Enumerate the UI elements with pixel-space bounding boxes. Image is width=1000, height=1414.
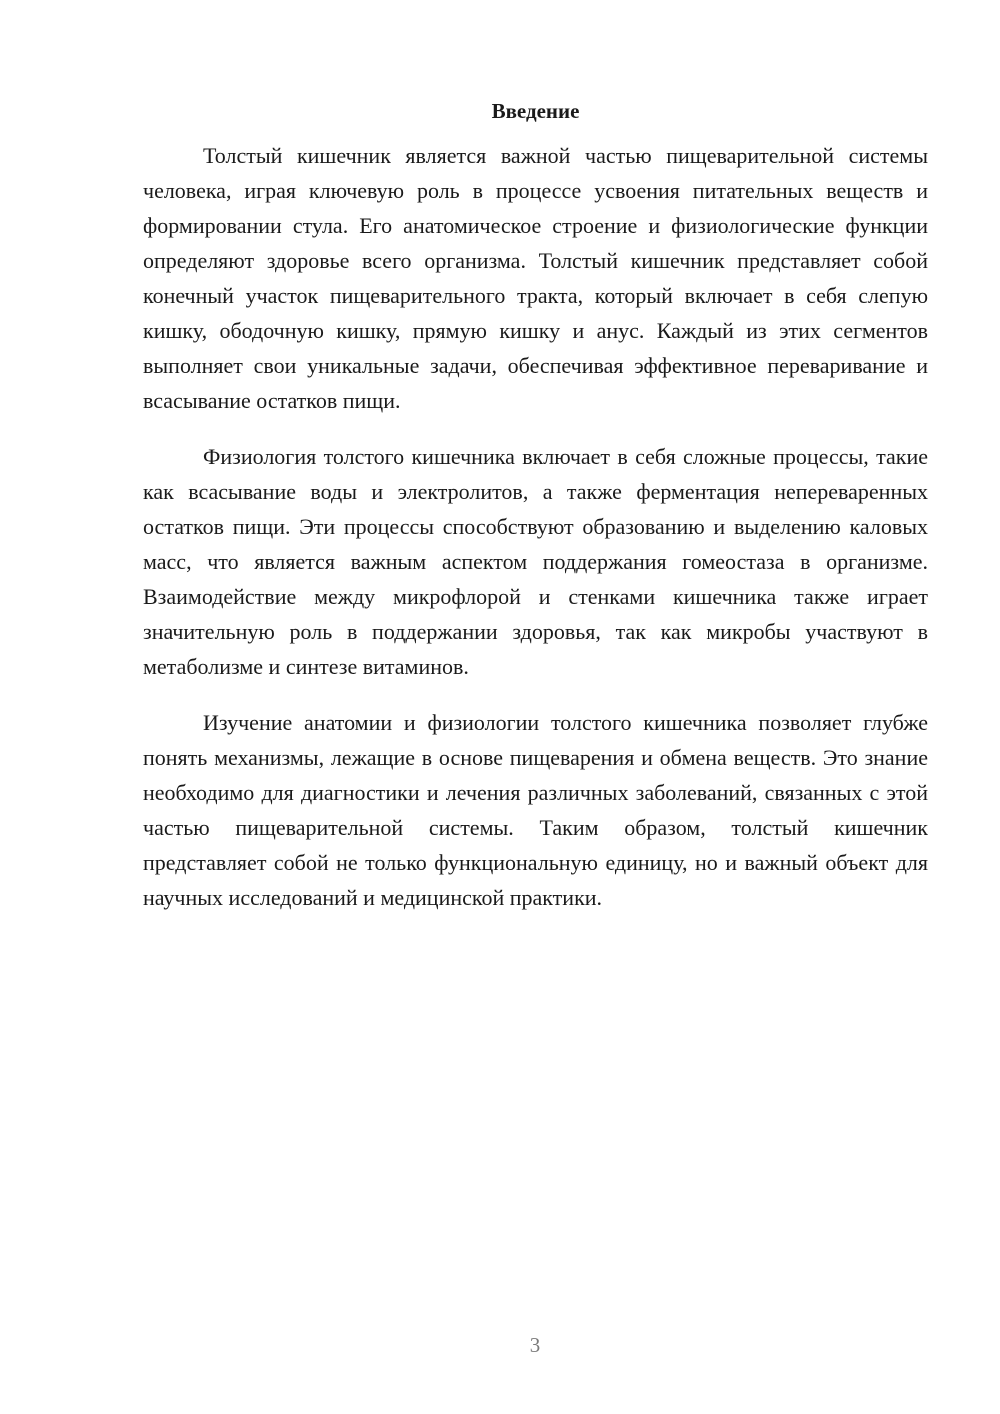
paragraph-1: Толстый кишечник является важной частью пищеварительной системы человека, играя ключевую роль в процессе усвоения питательных веществ и формировании стула. Его анатомическое строение и физиологические функции определяют здоровье всего организма. Толстый кишечник представляет собой конечный участок пищеварительного тракта, который включает в себя слепую кишку, ободочную кишку, прямую кишку и анус. Каждый из этих сегментов выполняет свои уникальные задачи, обеспечивая эффективное переваривание и всасывание остатков пищи. — [143, 143, 928, 413]
page-number: 3 — [529, 1333, 541, 1357]
paragraph-3: Изучение анатомии и физиологии толстого кишечника позволяет глубже понять механизмы, лежащие в основе пищеварения и обмена веществ. Это знание необходимо для диагностики и лечения различных заболеваний, связанных с этой частью пищеварительной системы. Таким образом, толстый кишечник представляет собой не только функциональную единицу, но и важный объект для научных исследований и медицинской практики. — [143, 710, 928, 910]
page-content — [143, 96, 928, 936]
section-heading: Введение — [491, 99, 580, 123]
paragraph-2: Физиология толстого кишечника включает в себя сложные процессы, такие как всасывание воды и электролитов, а также ферментация непереваренных остатков пищи. Эти процессы способствуют образованию и выделению каловых масс, что является важным аспектом поддержания гомеостаза в организме. Взаимодействие между микрофлорой и стенками кишечника также играет значительную роль в поддержании здоровья, так как микробы участвуют в метаболизме и синтезе витаминов. — [143, 444, 928, 679]
